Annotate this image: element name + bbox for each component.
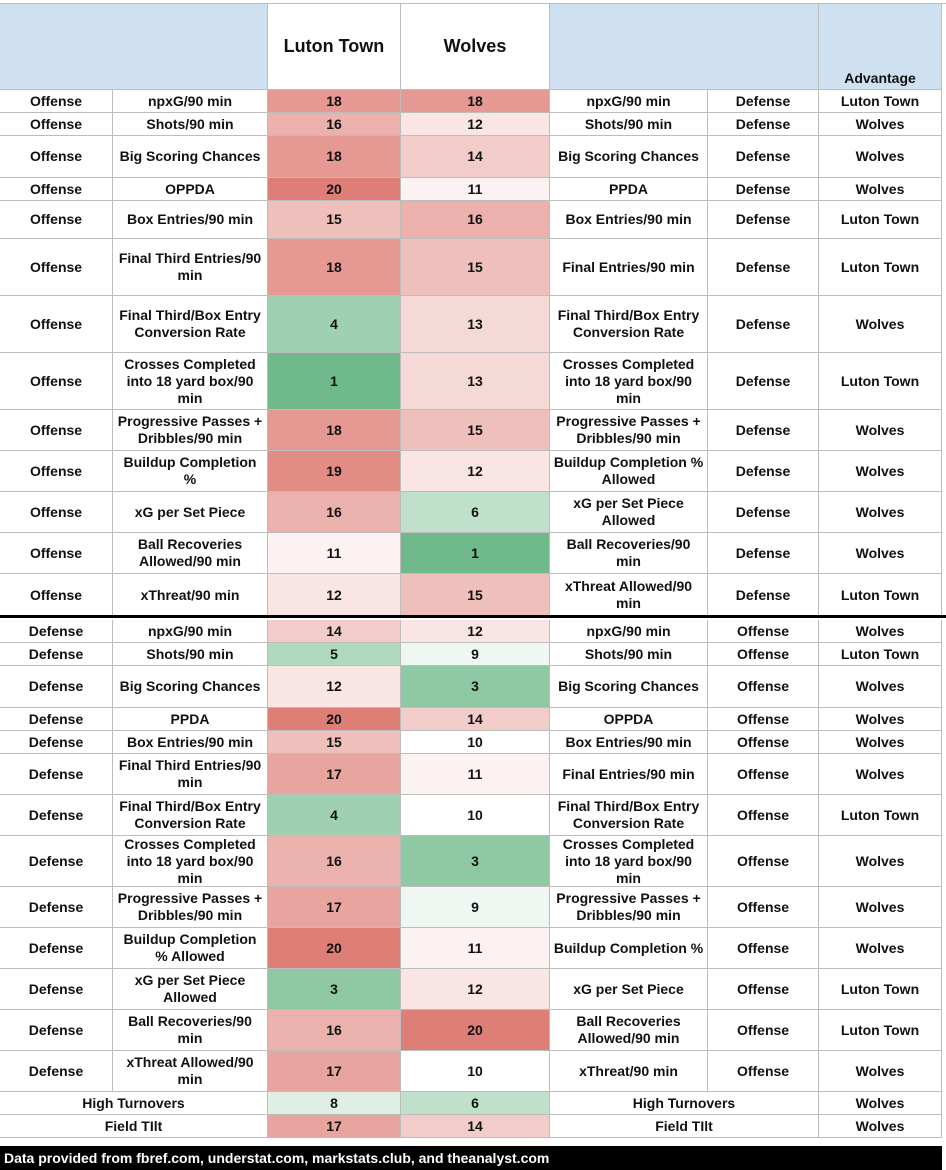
row-side-label: Defense	[0, 928, 113, 969]
row-opp-metric-label: Box Entries/90 min	[550, 731, 708, 754]
row-team-a-rank: 16	[268, 492, 401, 533]
row-team-b-rank: 6	[401, 492, 550, 533]
row-metric-label: Ball Recoveries/90 min	[113, 1010, 268, 1051]
row-opp-side-label: Defense	[708, 410, 819, 451]
row-team-a-rank: 12	[268, 666, 401, 708]
row-advantage: Wolves	[819, 178, 942, 201]
row-advantage: Wolves	[819, 296, 942, 353]
row-side-label: Defense	[0, 731, 113, 754]
row-side-label: Defense	[0, 643, 113, 666]
row-team-b-rank: 13	[401, 296, 550, 353]
row-advantage: Wolves	[819, 410, 942, 451]
row-team-b-rank: 1	[401, 533, 550, 574]
row-team-a-rank: 4	[268, 296, 401, 353]
header-blank-left	[0, 4, 268, 90]
advantage-header: Advantage	[819, 4, 942, 90]
row-side-label: Offense	[0, 296, 113, 353]
row-metric-label: OPPDA	[113, 178, 268, 201]
row-opp-side-label: Defense	[708, 90, 819, 113]
row-opp-side-label: Defense	[708, 113, 819, 136]
row-opp-side-label: Offense	[708, 928, 819, 969]
row-advantage: Luton Town	[819, 795, 942, 836]
row-team-b-rank: 3	[401, 836, 550, 887]
row-metric-label: Box Entries/90 min	[113, 201, 268, 239]
row-metric-label: Box Entries/90 min	[113, 731, 268, 754]
row-side-label: Offense	[0, 136, 113, 178]
row-team-b-rank: 10	[401, 795, 550, 836]
row-advantage: Wolves	[819, 708, 942, 731]
row-opp-metric-label: OPPDA	[550, 708, 708, 731]
summary-advantage: Wolves	[819, 1115, 942, 1138]
row-opp-metric-label: xThreat Allowed/90 min	[550, 574, 708, 617]
row-team-a-rank: 18	[268, 410, 401, 451]
row-opp-side-label: Defense	[708, 451, 819, 492]
row-team-b-rank: 10	[401, 1051, 550, 1092]
row-metric-label: Progressive Passes + Dribbles/90 min	[113, 887, 268, 928]
row-metric-label: Progressive Passes + Dribbles/90 min	[113, 410, 268, 451]
row-opp-metric-label: Final Third/Box Entry Conversion Rate	[550, 795, 708, 836]
summary-team-b-rank: 14	[401, 1115, 550, 1138]
row-metric-label: Shots/90 min	[113, 643, 268, 666]
summary-opp-label: High Turnovers	[550, 1092, 819, 1115]
row-side-label: Defense	[0, 1051, 113, 1092]
row-team-b-rank: 9	[401, 643, 550, 666]
row-team-a-rank: 4	[268, 795, 401, 836]
summary-team-a-rank: 8	[268, 1092, 401, 1115]
row-team-b-rank: 12	[401, 113, 550, 136]
row-opp-side-label: Offense	[708, 643, 819, 666]
summary-team-a-rank: 17	[268, 1115, 401, 1138]
row-metric-label: npxG/90 min	[113, 620, 268, 643]
row-advantage: Wolves	[819, 620, 942, 643]
row-advantage: Luton Town	[819, 353, 942, 410]
row-metric-label: Big Scoring Chances	[113, 666, 268, 708]
row-team-a-rank: 20	[268, 928, 401, 969]
row-team-a-rank: 11	[268, 533, 401, 574]
header-blank-right	[550, 4, 819, 90]
row-team-b-rank: 15	[401, 239, 550, 296]
row-side-label: Offense	[0, 492, 113, 533]
row-team-b-rank: 20	[401, 1010, 550, 1051]
row-side-label: Defense	[0, 708, 113, 731]
row-team-a-rank: 1	[268, 353, 401, 410]
row-metric-label: xThreat Allowed/90 min	[113, 1051, 268, 1092]
row-team-b-rank: 16	[401, 201, 550, 239]
row-metric-label: Buildup Completion %	[113, 451, 268, 492]
row-opp-side-label: Offense	[708, 620, 819, 643]
row-opp-side-label: Defense	[708, 201, 819, 239]
row-advantage: Wolves	[819, 928, 942, 969]
row-opp-side-label: Defense	[708, 178, 819, 201]
team-b-header: Wolves	[401, 4, 550, 90]
row-team-b-rank: 11	[401, 178, 550, 201]
row-team-b-rank: 11	[401, 928, 550, 969]
row-metric-label: Final Third Entries/90 min	[113, 239, 268, 296]
row-advantage: Wolves	[819, 136, 942, 178]
row-team-a-rank: 17	[268, 887, 401, 928]
row-side-label: Offense	[0, 178, 113, 201]
row-team-a-rank: 17	[268, 1051, 401, 1092]
row-side-label: Defense	[0, 836, 113, 887]
row-advantage: Luton Town	[819, 574, 942, 617]
row-opp-metric-label: xG per Set Piece Allowed	[550, 492, 708, 533]
row-side-label: Defense	[0, 1010, 113, 1051]
row-team-a-rank: 5	[268, 643, 401, 666]
row-opp-side-label: Offense	[708, 836, 819, 887]
row-metric-label: Crosses Completed into 18 yard box/90 min	[113, 836, 268, 887]
row-opp-metric-label: Big Scoring Chances	[550, 666, 708, 708]
row-metric-label: xG per Set Piece	[113, 492, 268, 533]
row-opp-side-label: Offense	[708, 1051, 819, 1092]
row-team-b-rank: 10	[401, 731, 550, 754]
row-advantage: Luton Town	[819, 239, 942, 296]
row-advantage: Luton Town	[819, 90, 942, 113]
row-team-b-rank: 3	[401, 666, 550, 708]
row-opp-metric-label: Final Entries/90 min	[550, 754, 708, 795]
row-opp-side-label: Offense	[708, 754, 819, 795]
row-opp-metric-label: Final Entries/90 min	[550, 239, 708, 296]
row-side-label: Offense	[0, 239, 113, 296]
row-team-a-rank: 16	[268, 113, 401, 136]
row-opp-metric-label: npxG/90 min	[550, 620, 708, 643]
row-metric-label: Crosses Completed into 18 yard box/90 min	[113, 353, 268, 410]
row-opp-metric-label: Crosses Completed into 18 yard box/90 min	[550, 353, 708, 410]
row-team-a-rank: 20	[268, 178, 401, 201]
row-opp-side-label: Defense	[708, 533, 819, 574]
row-opp-metric-label: Box Entries/90 min	[550, 201, 708, 239]
row-opp-side-label: Defense	[708, 239, 819, 296]
row-team-b-rank: 12	[401, 451, 550, 492]
row-opp-metric-label: xThreat/90 min	[550, 1051, 708, 1092]
row-advantage: Luton Town	[819, 969, 942, 1010]
row-opp-side-label: Defense	[708, 353, 819, 410]
row-team-b-rank: 14	[401, 136, 550, 178]
source-footer: Data provided from fbref.com, understat.com, markstats.club, and theanalyst.com	[0, 1146, 942, 1170]
row-team-b-rank: 11	[401, 754, 550, 795]
row-team-a-rank: 17	[268, 754, 401, 795]
row-opp-metric-label: Ball Recoveries/90 min	[550, 533, 708, 574]
row-team-a-rank: 18	[268, 136, 401, 178]
row-advantage: Luton Town	[819, 643, 942, 666]
row-opp-metric-label: Crosses Completed into 18 yard box/90 min	[550, 836, 708, 887]
row-team-a-rank: 18	[268, 90, 401, 113]
row-opp-side-label: Defense	[708, 296, 819, 353]
row-advantage: Wolves	[819, 451, 942, 492]
row-metric-label: Shots/90 min	[113, 113, 268, 136]
row-team-b-rank: 15	[401, 574, 550, 617]
row-team-a-rank: 18	[268, 239, 401, 296]
row-team-b-rank: 14	[401, 708, 550, 731]
row-advantage: Wolves	[819, 666, 942, 708]
row-team-a-rank: 16	[268, 836, 401, 887]
row-team-a-rank: 15	[268, 731, 401, 754]
team-a-header: Luton Town	[268, 4, 401, 90]
row-team-a-rank: 3	[268, 969, 401, 1010]
summary-advantage: Wolves	[819, 1092, 942, 1115]
row-side-label: Defense	[0, 620, 113, 643]
row-metric-label: Final Third/Box Entry Conversion Rate	[113, 296, 268, 353]
row-team-a-rank: 12	[268, 574, 401, 617]
row-opp-metric-label: Buildup Completion %	[550, 928, 708, 969]
row-metric-label: Ball Recoveries Allowed/90 min	[113, 533, 268, 574]
summary-opp-label: Field TIlt	[550, 1115, 819, 1138]
row-opp-metric-label: Shots/90 min	[550, 643, 708, 666]
row-metric-label: PPDA	[113, 708, 268, 731]
row-side-label: Offense	[0, 90, 113, 113]
row-opp-metric-label: Buildup Completion % Allowed	[550, 451, 708, 492]
summary-team-b-rank: 6	[401, 1092, 550, 1115]
row-side-label: Offense	[0, 201, 113, 239]
row-side-label: Offense	[0, 410, 113, 451]
row-opp-side-label: Defense	[708, 574, 819, 617]
row-opp-metric-label: Final Third/Box Entry Conversion Rate	[550, 296, 708, 353]
row-metric-label: Final Third Entries/90 min	[113, 754, 268, 795]
row-opp-metric-label: Progressive Passes + Dribbles/90 min	[550, 887, 708, 928]
row-side-label: Defense	[0, 887, 113, 928]
row-metric-label: Big Scoring Chances	[113, 136, 268, 178]
row-side-label: Offense	[0, 353, 113, 410]
summary-label: High Turnovers	[0, 1092, 268, 1115]
row-opp-side-label: Offense	[708, 795, 819, 836]
row-team-b-rank: 9	[401, 887, 550, 928]
row-metric-label: xThreat/90 min	[113, 574, 268, 617]
row-team-b-rank: 15	[401, 410, 550, 451]
row-side-label: Offense	[0, 451, 113, 492]
row-side-label: Defense	[0, 969, 113, 1010]
row-side-label: Defense	[0, 754, 113, 795]
row-metric-label: npxG/90 min	[113, 90, 268, 113]
row-advantage: Wolves	[819, 887, 942, 928]
row-advantage: Wolves	[819, 492, 942, 533]
row-side-label: Offense	[0, 113, 113, 136]
row-opp-side-label: Offense	[708, 708, 819, 731]
row-team-b-rank: 12	[401, 620, 550, 643]
row-advantage: Luton Town	[819, 1010, 942, 1051]
row-opp-metric-label: Ball Recoveries Allowed/90 min	[550, 1010, 708, 1051]
row-team-a-rank: 20	[268, 708, 401, 731]
row-advantage: Wolves	[819, 731, 942, 754]
row-team-a-rank: 15	[268, 201, 401, 239]
row-metric-label: xG per Set Piece Allowed	[113, 969, 268, 1010]
row-advantage: Wolves	[819, 836, 942, 887]
row-team-b-rank: 13	[401, 353, 550, 410]
row-team-a-rank: 19	[268, 451, 401, 492]
row-opp-side-label: Offense	[708, 969, 819, 1010]
row-opp-metric-label: Progressive Passes + Dribbles/90 min	[550, 410, 708, 451]
row-advantage: Wolves	[819, 533, 942, 574]
row-metric-label: Final Third/Box Entry Conversion Rate	[113, 795, 268, 836]
row-opp-side-label: Offense	[708, 1010, 819, 1051]
row-team-a-rank: 14	[268, 620, 401, 643]
row-opp-side-label: Defense	[708, 492, 819, 533]
row-opp-metric-label: Shots/90 min	[550, 113, 708, 136]
row-opp-metric-label: npxG/90 min	[550, 90, 708, 113]
row-side-label: Offense	[0, 574, 113, 617]
section-divider	[0, 615, 946, 618]
row-advantage: Luton Town	[819, 201, 942, 239]
row-opp-side-label: Offense	[708, 887, 819, 928]
row-opp-metric-label: xG per Set Piece	[550, 969, 708, 1010]
row-opp-metric-label: Big Scoring Chances	[550, 136, 708, 178]
row-team-b-rank: 18	[401, 90, 550, 113]
row-side-label: Offense	[0, 533, 113, 574]
row-advantage: Wolves	[819, 754, 942, 795]
row-metric-label: Buildup Completion % Allowed	[113, 928, 268, 969]
summary-label: Field TIlt	[0, 1115, 268, 1138]
row-team-a-rank: 16	[268, 1010, 401, 1051]
row-opp-side-label: Offense	[708, 666, 819, 708]
row-side-label: Defense	[0, 666, 113, 708]
row-opp-metric-label: PPDA	[550, 178, 708, 201]
row-team-b-rank: 12	[401, 969, 550, 1010]
row-opp-side-label: Offense	[708, 731, 819, 754]
row-opp-side-label: Defense	[708, 136, 819, 178]
row-side-label: Defense	[0, 795, 113, 836]
row-advantage: Wolves	[819, 113, 942, 136]
row-advantage: Wolves	[819, 1051, 942, 1092]
